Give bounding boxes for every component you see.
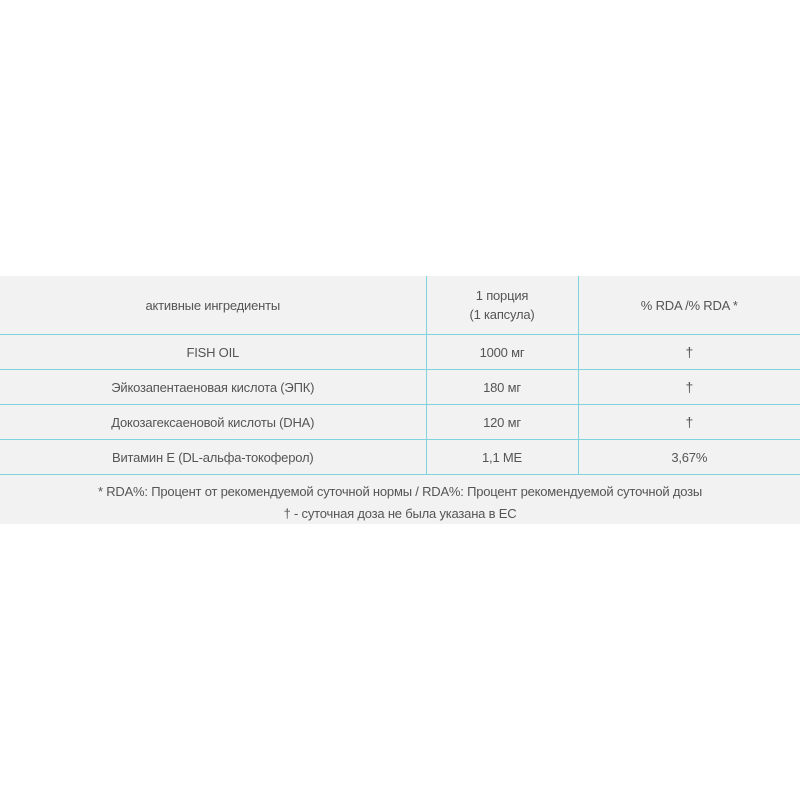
supplement-facts-table — [0, 276, 800, 475]
footnotes — [0, 481, 800, 525]
ingredient-rda: † — [578, 335, 800, 370]
ingredient-name: Эйкозапентаеновая кислота (ЭПК) — [0, 370, 426, 405]
table-row — [0, 440, 800, 475]
ingredient-amount: 1000 мг — [426, 335, 578, 370]
ingredient-amount: 180 мг — [426, 370, 578, 405]
header-ingredient: активные ингредиенты — [0, 276, 426, 335]
header-portion — [426, 276, 578, 335]
ingredient-name: Докозагексаеновой кислоты (DHA) — [0, 405, 426, 440]
table-header-row — [0, 276, 800, 335]
ingredient-rda: † — [578, 405, 800, 440]
header-portion-line1: 1 порция — [475, 288, 529, 303]
footnote-dagger: † - суточная доза не была указана в ЕС — [283, 506, 517, 521]
ingredient-name: FISH OIL — [0, 335, 426, 370]
ingredient-amount: 120 мг — [426, 405, 578, 440]
header-portion-line2: (1 капсула) — [469, 307, 535, 322]
ingredient-name: Витамин E (DL-альфа-токоферол) — [0, 440, 426, 475]
table-row — [0, 370, 800, 405]
ingredient-rda: † — [578, 370, 800, 405]
footnote-rda: * RDA%: Процент от рекомендуемой суточной нормы / RDA%: Процент рекомендуемой суточной дозы — [97, 484, 703, 499]
ingredient-amount: 1,1 МЕ — [426, 440, 578, 475]
ingredient-rda: 3,67% — [578, 440, 800, 475]
header-rda: % RDA /% RDA * — [578, 276, 800, 335]
table-row — [0, 405, 800, 440]
table-row — [0, 335, 800, 370]
